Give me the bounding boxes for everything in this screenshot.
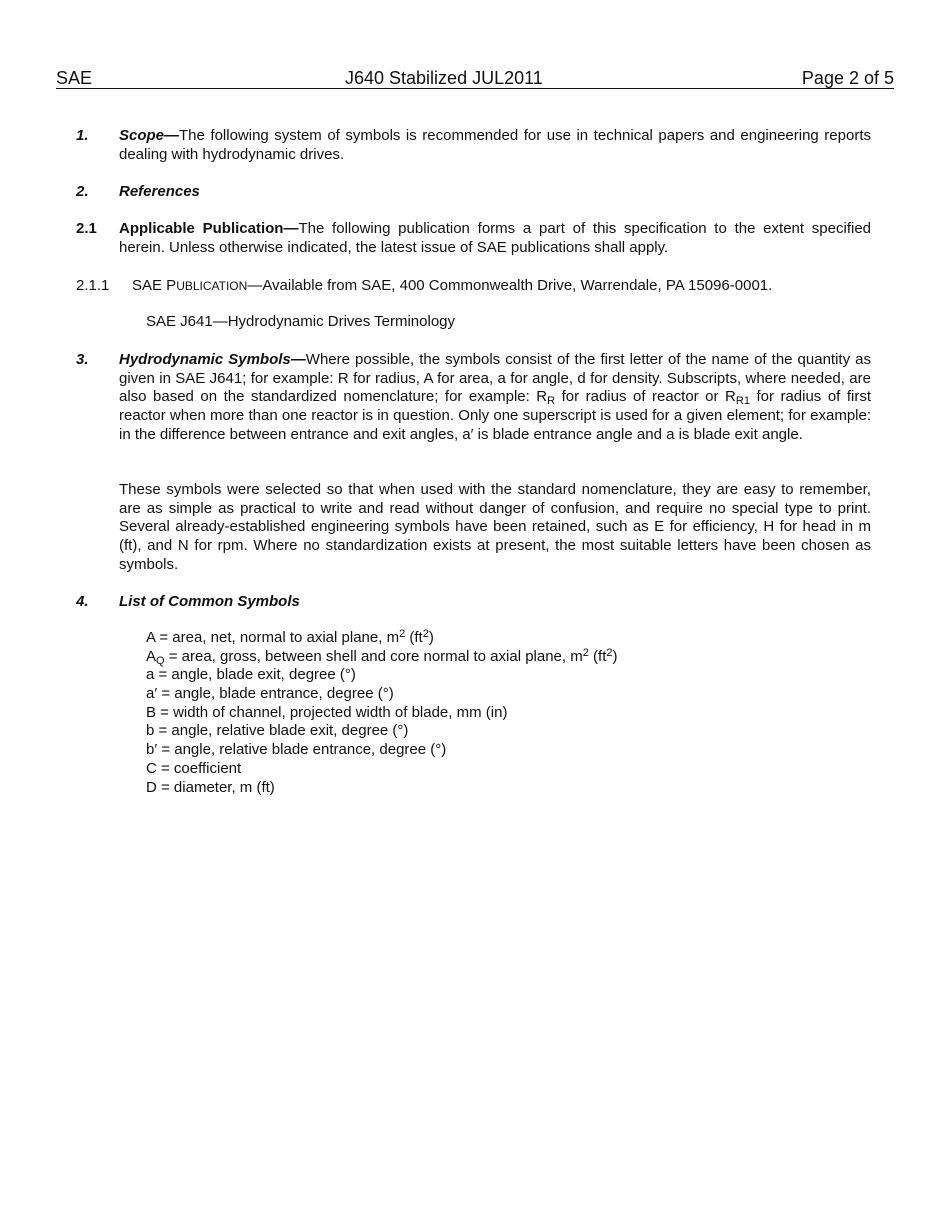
section-3-text-2: for radius of reactor or R [555,388,736,406]
symbol-item: D = diameter, m (ft) [146,778,275,796]
section-2-1-1-body [132,277,772,296]
section-3-number: 3. [76,351,89,368]
section-3-dash: — [290,351,306,368]
subscript-r: R [547,395,556,408]
section-1-dash: — [164,127,180,144]
section-2-1-body [119,220,871,257]
symbol-item: a′ = angle, blade entrance, degree (°) [146,685,394,703]
header-document-id: J640 Stabilized JUL2011 [345,68,543,88]
header-page-number: Page 2 of 5 [801,68,894,88]
section-3-paragraph-2: These symbols were selected so that when used with the standard nomenclature, they are easy to remember, are as simple as practical to write and read without danger of confusion, and require no special type to print. Several already-established engineering symbols have been retained, such as E for efficiency, H for head in m (ft), and N for rpm. Where no standardization exists at present, the most suitable letters have been chosen as symbols. [119,481,871,573]
section-2-1-text: The following publication forms a part of this specification to the extent specified herein. Unless otherwise indicated, the latest issue of SAE publications shall apply. [119,220,872,256]
section-1-body [119,127,871,164]
section-3-title: Hydrodynamic Symbols [119,351,291,368]
section-2-1-1-label-a: SAE P [132,277,177,294]
section-2-1-title: Applicable Publication— [119,220,299,237]
section-4-title: List of Common Symbols [119,593,300,610]
section-3-text-3: for radius of first reactor when more than one reactor is in question. Only one superscript is used for a given element; for example: in the difference between entrance and exit angles, a′ is blade entrance angle and a is blade exit angle. [119,388,872,443]
section-1-title: Scope [119,127,165,144]
section-2-1-1-number: 2.1.1 [76,277,110,294]
symbol-list [146,629,746,797]
section-2-1-1-text: —Available from SAE, 400 Commonwealth Drive, Warrendale, PA 15096-0001. [247,277,773,294]
symbol-item: B = width of channel, projected width of blade, mm (in) [146,703,508,721]
page-header [56,68,894,89]
symbol-item: b = angle, relative blade exit, degree (°) [146,722,409,740]
symbol-item: b′ = angle, relative blade entrance, degree (°) [146,741,447,759]
reference-item: SAE J641—Hydrodynamic Drives Terminology [146,313,456,330]
symbol-item: A = area, net, normal to axial plane, $m^2$ $(ft^2)$ [146,628,434,646]
section-2-1-number: 2.1 [76,220,97,237]
section-2-1-1-label-b: UBLICATION [176,279,248,293]
symbol-item: $A_Q$ = area, gross, between shell and core normal to axial plane, $m^2$ $(ft^2)$ [146,646,618,667]
section-1-number: 1. [76,127,89,144]
symbol-item: a = angle, blade exit, degree (°) [146,666,356,684]
header-org: SAE [56,68,93,88]
section-3-body [119,351,871,445]
section-1-text: The following system of symbols is recommended for use in technical papers and engineering reports dealing with hydrodynamic drives. [119,127,871,163]
symbol-item: C = coefficient [146,759,242,777]
section-4-number: 4. [76,593,89,610]
section-2-number: 2. [76,183,89,200]
section-2-title: References [119,183,200,200]
section-3-text-1: Where possible, the symbols consist of the first letter of the name of the quantity as given in SAE J641; for example: R for radius, A for area, a for angle, d for density. Subscripts, where needed, are also based on the standardized nomenclature; for example: R [119,351,871,406]
subscript-r1: R1 [735,395,750,408]
